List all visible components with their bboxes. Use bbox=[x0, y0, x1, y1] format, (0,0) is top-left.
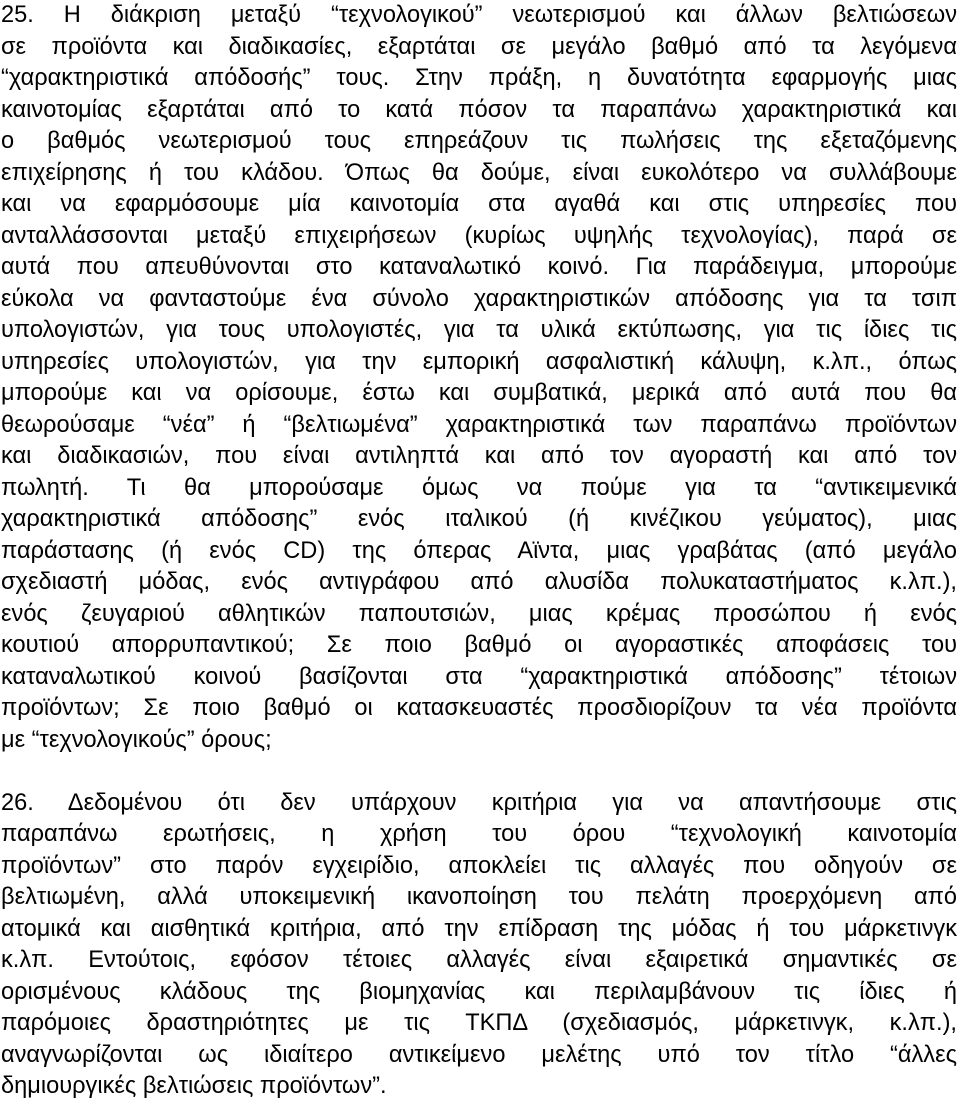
text-line: ενός ζευγαριού αθλητικών παπουτσιών, μιας κρέμας προσώπου ή ενός bbox=[1, 600, 957, 627]
text-line: επιχείρησης ή του κλάδου. Όπως θα δούμε, είναι ευκολότερο να συλλάβουμε bbox=[1, 159, 957, 186]
text-line: ο βαθμός νεωτερισμού τους επηρεάζουν τις πωλήσεις της εξεταζόμενης bbox=[1, 128, 957, 154]
text-line: δημιουργικές βελτιώσεις προϊόντων”. bbox=[1, 1073, 387, 1099]
text-line: σε προϊόντα και διαδικασίες, εξαρτάται σε μεγάλο βαθμό από τα λεγόμενα bbox=[1, 33, 957, 60]
text-line: 26. Δεδομένου ότι δεν υπάρχουν κριτήρια για να απαντήσουμε στις bbox=[1, 789, 957, 816]
text-line: αυτά που απευθύνονται στο καταναλωτικό κοινό. Για παράδειγμα, μπορούμε bbox=[1, 254, 957, 280]
text-line: παράστασης (ή ενός CD) της όπερας Αϊντα, μιας γραβάτας (από μεγάλο bbox=[1, 537, 957, 564]
text-line: καινοτομίας εξαρτάται από το κατά πόσον τα παραπάνω χαρακτηριστικά και bbox=[1, 96, 957, 123]
text-line: πωλητή. Τι θα μπορούσαμε όμως να πούμε για τα “αντικειμενικά bbox=[1, 474, 957, 501]
text-line: ατομικά και αισθητικά κριτήρια, από την επίδραση της μόδας ή του μάρκετινγκ bbox=[1, 915, 957, 942]
text-line: χαρακτηριστικά απόδοσης” ενός ιταλικού (ή κινέζικου γεύματος), μιας bbox=[1, 506, 957, 532]
text-line: και διαδικασιών, που είναι αντιληπτά και από τον αγοραστή και από τον bbox=[1, 443, 957, 469]
text-line: ορισμένους κλάδους της βιομηχανίας και περιλαμβάνουν τις ίδιες ή bbox=[1, 978, 957, 1005]
text-line: υπολογιστών, για τους υπολογιστές, για τα υλικά εκτύπωσης, για τις ίδιες τις bbox=[1, 317, 957, 343]
text-line: προϊόντων; Σε ποιο βαθμό οι κατασκευαστές προσδιορίζουν τα νέα προϊόντα bbox=[1, 695, 957, 721]
text-line: “χαρακτηριστικά απόδοσής” τους. Στην πράξη, η δυνατότητα εφαρμογής μιας bbox=[1, 65, 957, 91]
text-line: σχεδιαστή μόδας, ενός αντιγράφου από αλυσίδα πολυκαταστήματος κ.λπ.), bbox=[1, 569, 957, 595]
text-line: παραπάνω ερωτήσεις, η χρήση του όρου “τεχνολογική καινοτομία bbox=[1, 821, 957, 847]
text-line: κουτιού απορρυπαντικού; Σε ποιο βαθμό οι αγοραστικές αποφάσεις του bbox=[1, 632, 957, 658]
paragraph-25 bbox=[1, 0, 957, 756]
text-line: 25. Η διάκριση μεταξύ “τεχνολογικού” νεωτερισμού και άλλων βελτιώσεων bbox=[1, 2, 957, 28]
paragraph-26 bbox=[1, 788, 957, 1103]
text-line: βελτιωμένη, αλλά υποκειμενική ικανοποίηση του πελάτη προερχόμενη από bbox=[1, 884, 957, 910]
text-line: θεωρούσαμε “νέα” ή “βελτιωμένα” χαρακτηριστικά των παραπάνω προϊόντων bbox=[1, 411, 957, 438]
text-line: ανταλλάσσονται μεταξύ επιχειρήσεων (κυρίως υψηλής τεχνολογίας), παρά σε bbox=[1, 222, 957, 249]
text-line: υπηρεσίες υπολογιστών, για την εμπορική ασφαλιστική κάλυψη, κ.λπ., όπως bbox=[1, 348, 957, 375]
text-line: εύκολα να φανταστούμε ένα σύνολο χαρακτηριστικών απόδοσης για τα τσιπ bbox=[1, 285, 957, 312]
text-line: μπορούμε και να ορίσουμε, έστω και συμβατικά, μερικά από αυτά που θα bbox=[1, 380, 957, 406]
text-line: με “τεχνολογικούς” όρους; bbox=[1, 726, 272, 753]
text-line: προϊόντων” στο παρόν εγχειρίδιο, αποκλείει τις αλλαγές που οδηγούν σε bbox=[1, 852, 957, 879]
text-line: παρόμοιες δραστηριότητες με τις ΤΚΠΔ (σχεδιασμός, μάρκετινγκ, κ.λπ.), bbox=[1, 1010, 957, 1036]
text-line: κ.λπ. Εντούτοις, εφόσον τέτοιες αλλαγές είναι εξαιρετικά σημαντικές σε bbox=[1, 947, 957, 973]
text-line: καταναλωτικού κοινού βασίζονται στα “χαρακτηριστικά απόδοσης” τέτοιων bbox=[1, 663, 957, 690]
text-line: αναγνωρίζονται ως ιδιαίτερο αντικείμενο μελέτης υπό τον τίτλο “άλλες bbox=[1, 1041, 957, 1068]
text-line: και να εφαρμόσουμε μία καινοτομία στα αγαθά και στις υπηρεσίες που bbox=[1, 191, 957, 217]
